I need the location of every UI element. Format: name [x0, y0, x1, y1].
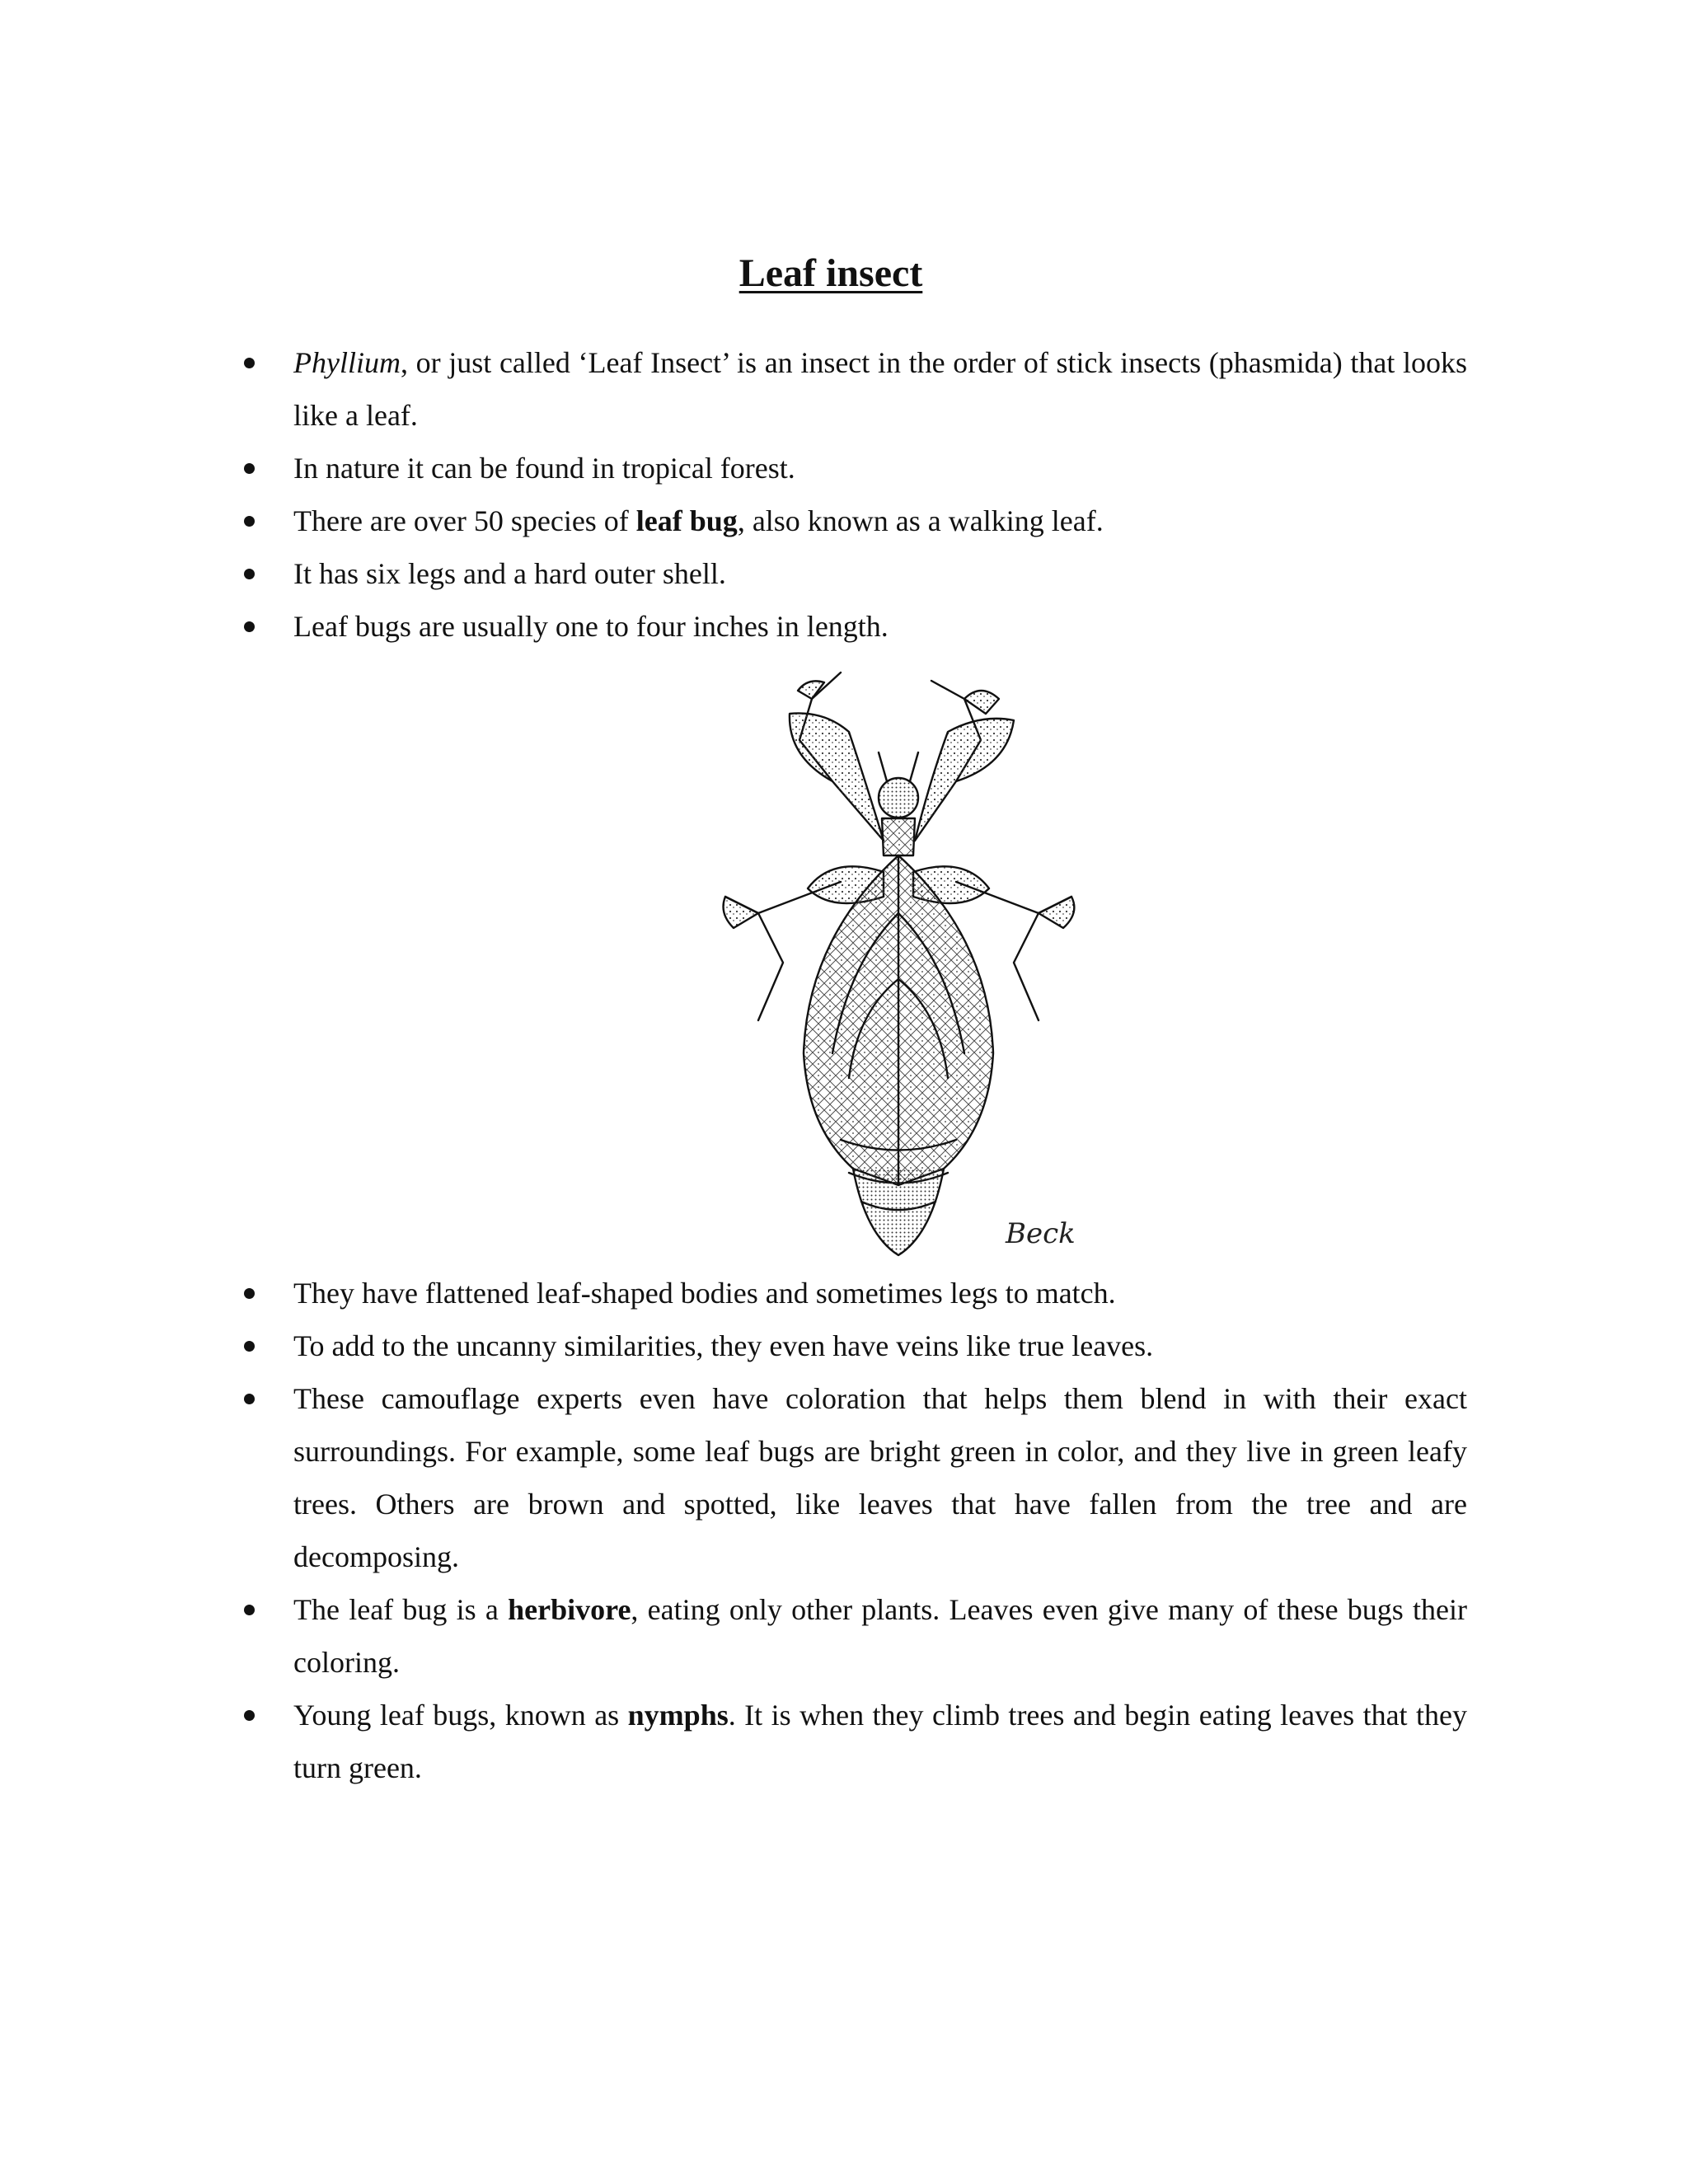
- bullet-item: [0, 600, 1467, 653]
- bullet-dot-icon: [244, 1394, 255, 1404]
- bullet-item: [0, 1689, 1467, 1794]
- bullet-dot-icon: [244, 569, 255, 579]
- bullet-item: [0, 1583, 1467, 1689]
- bold-term: leaf bug: [635, 504, 738, 537]
- bullet-dot-icon: [244, 1605, 255, 1615]
- bullet-text: Leaf bugs are usually one to four inches in length.: [293, 610, 889, 643]
- leaf-insect-drawing: [709, 666, 1088, 1268]
- bullet-text: These camouflage experts even have coloration that helps them blend in with their exact surroundings. For example, some leaf bugs are bright green in color, and they live in green leafy trees. Others are brown and spotted, like leaves that have fallen from the tree and are decomposing.: [293, 1382, 1467, 1573]
- page-title: Leaf insect: [738, 251, 923, 295]
- bold-term: nymphs: [627, 1699, 729, 1732]
- bullet-list-top: [0, 336, 1467, 653]
- bullet-dot-icon: [244, 1710, 255, 1721]
- signature: Beck: [1006, 1217, 1076, 1250]
- bullet-dot-icon: [244, 621, 255, 632]
- bullet-item: [0, 1267, 1467, 1319]
- bullet-text: Phyllium, or just called ‘Leaf Insect’ is an insect in the order of stick insects (phasmida) that looks like a leaf.: [293, 346, 1467, 432]
- bullet-dot-icon: [244, 358, 255, 368]
- bullet-item: [0, 1319, 1467, 1372]
- bullet-dot-icon: [244, 463, 255, 474]
- bullet-text: It has six legs and a hard outer shell.: [293, 557, 726, 590]
- bullet-text: They have flattened leaf-shaped bodies and sometimes legs to match.: [293, 1277, 1116, 1310]
- bullet-item: [0, 442, 1467, 494]
- bullet-dot-icon: [244, 1288, 255, 1299]
- bullet-item: [0, 1372, 1467, 1583]
- bullet-text: There are over 50 species of leaf bug, also known as a walking leaf.: [293, 504, 1104, 537]
- bullet-text: To add to the uncanny similarities, they even have veins like true leaves.: [293, 1329, 1154, 1362]
- bullet-item: [0, 336, 1467, 442]
- bullet-dot-icon: [244, 516, 255, 527]
- bullet-text: In nature it can be found in tropical forest.: [293, 452, 795, 485]
- bold-term: herbivore: [508, 1593, 631, 1626]
- italic-term: Phyllium: [293, 346, 401, 379]
- bullet-dot-icon: [244, 1341, 255, 1352]
- bullet-text: Young leaf bugs, known as nymphs. It is when they climb trees and begin eating leaves that they turn green.: [293, 1699, 1467, 1784]
- bullet-item: [0, 494, 1467, 547]
- bullet-text: The leaf bug is a herbivore, eating only other plants. Leaves even give many of these bugs their coloring.: [293, 1593, 1468, 1679]
- bullet-list-bottom: [0, 1267, 1467, 1794]
- leaf-insect-illustration: [709, 666, 1088, 1268]
- bullet-item: [0, 547, 1467, 600]
